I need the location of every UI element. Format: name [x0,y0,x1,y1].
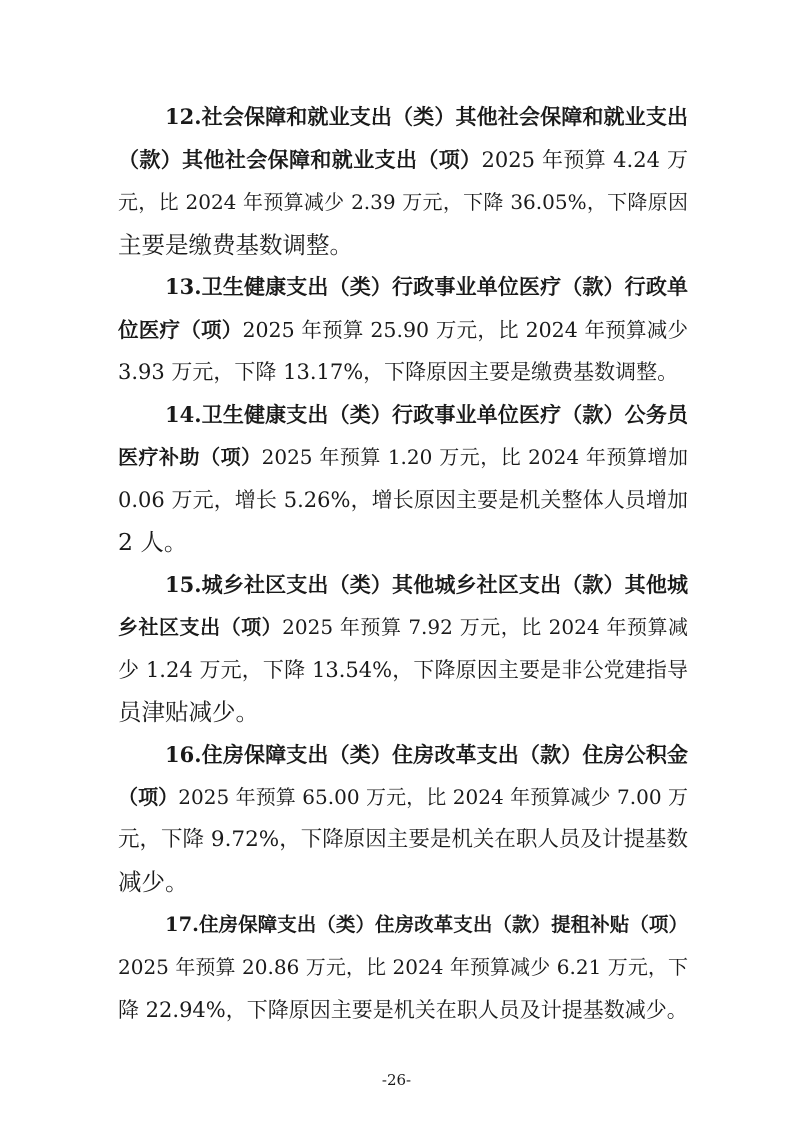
paragraph-14-heading: 14.卫生健康支出（类）行政事业单位医疗（款）公务员 [165,402,688,427]
paragraph-13-heading: 13.卫生健康支出（类）行政事业单位医疗（款）行政单 [165,274,688,299]
paragraph-13-line-3: 3.93 万元，下降 13.17%，下降原因主要是缴费基数调整。 [118,360,679,384]
paragraph-13-line-2: 位医疗（项）2025 年预算 25.90 万元，比 2024 年预算减少 [118,318,688,342]
paragraph-16-line-3: 元，下降 9.72%，下降原因主要是机关在职人员及计提基数 [118,827,688,852]
page-number: -26- [381,1071,412,1089]
paragraph-16-heading: 16.住房保障支出（类）住房改革支出（款）住房公积金 [165,742,688,767]
paragraph-15-line-4: 员津贴减少。 [118,698,259,726]
paragraph-12-line-3: 元，比 2024 年预算减少 2.39 万元，下降 36.05%，下降原因 [118,190,688,214]
paragraph-12-line-4: 主要是缴费基数调整。 [118,231,353,259]
paragraph-12-heading: 12.社会保障和就业支出（类）其他社会保障和就业支出 [165,104,688,129]
paragraph-13-line-1 [165,267,688,307]
paragraph-15-line-3: 少 1.24 万元，下降 13.54%，下降原因主要是非公党建指导 [118,658,688,682]
paragraph-14-line-2: 医疗补助（项）2025 年预算 1.20 万元，比 2024 年预算增加 [118,445,689,469]
paragraph-14-line-4: 2 人。 [118,528,188,556]
paragraph-17-heading: 17.住房保障支出（类）住房改革支出（款）提租补贴（项） [165,913,688,936]
paragraph-16-line-4: 减少。 [118,868,189,896]
paragraph-14-line-3: 0.06 万元，增长 5.26%，增长原因主要是机关整体人员增加 [118,488,688,512]
paragraph-14-line-1 [165,395,688,435]
paragraph-16-line-2: （项）2025 年预算 65.00 万元，比 2024 年预算减少 7.00 万 [118,785,688,809]
paragraph-17-line-1 [165,905,688,945]
paragraph-15-heading: 15.城乡社区支出（类）其他城乡社区支出（款）其他城 [165,572,688,597]
paragraph-15-line-2: 乡社区支出（项）2025 年预算 7.92 万元，比 2024 年预算减 [118,615,689,639]
paragraph-15-line-1 [165,565,688,605]
paragraph-17-line-3: 降 22.94%，下降原因主要是机关在职人员及计提基数减少。 [118,998,688,1022]
paragraph-17-line-2: 2025 年预算 20.86 万元，比 2024 年预算减少 6.21 万元，下 [118,955,688,979]
paragraph-16-line-1 [165,735,688,775]
paragraph-12-line-1 [165,97,688,137]
paragraph-12-line-2: （款）其他社会保障和就业支出（项）2025 年预算 4.24 万 [118,147,688,172]
